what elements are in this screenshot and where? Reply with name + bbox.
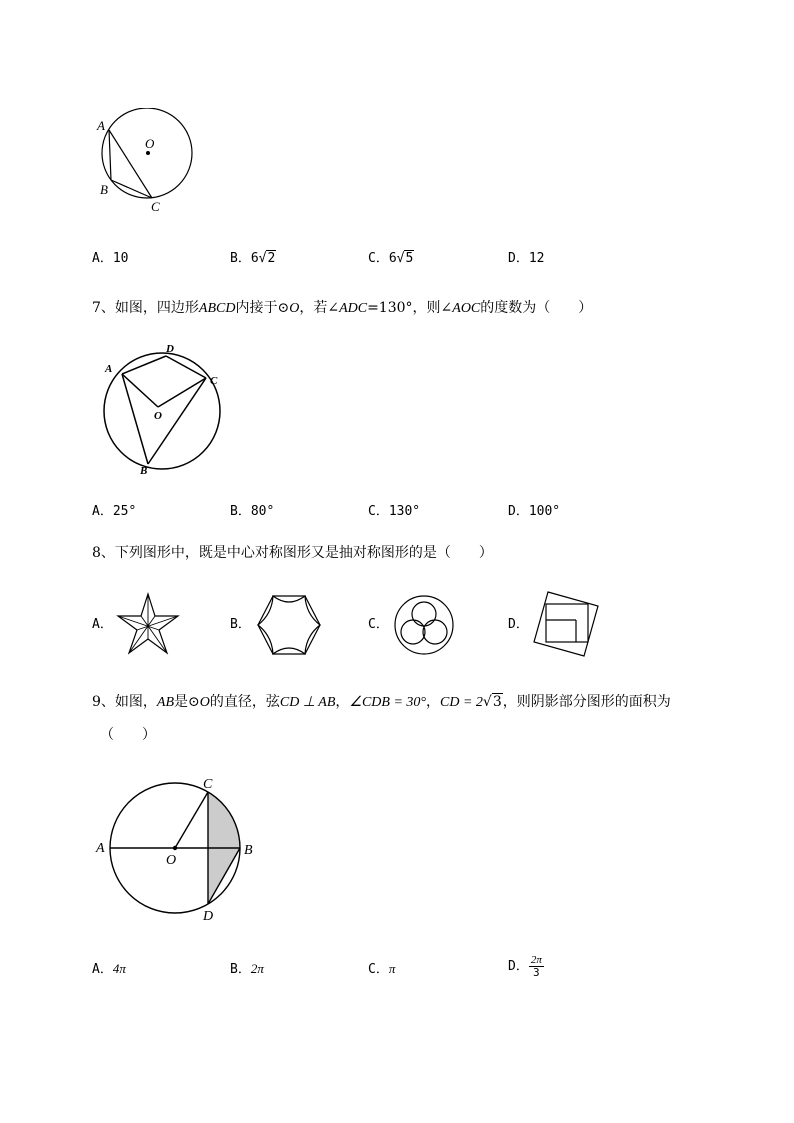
squares-icon — [532, 590, 602, 660]
q9-option-b: B．2π — [230, 961, 264, 977]
q6-option-b: B．6√2 — [230, 251, 276, 266]
q7-label-B: B — [140, 465, 148, 477]
q9-label-C: C — [203, 777, 213, 792]
q9-option-a: A．4π — [92, 961, 126, 977]
q6-label-C: C — [151, 199, 160, 214]
q8-option-d: D． — [508, 617, 529, 632]
q9-figure — [90, 770, 270, 930]
q6-label-O: O — [145, 136, 155, 151]
q9-label-A: A — [96, 841, 105, 856]
q6-figure — [90, 108, 230, 218]
q9-question-text: 9、如图，AB是⊙O的直径，弦CD ⊥ AB，∠CDB = 30°，CD = 2√3，则阴影部分图形的面积为 — [92, 694, 671, 710]
hexagon-icon — [256, 594, 322, 656]
q9-question-line2: （ ） — [100, 727, 156, 743]
q9-label-B: B — [244, 843, 253, 858]
q9-option-d: D． $\frac{2\pi}{3}$ — [508, 954, 542, 979]
q9-option-c: C．π — [368, 961, 396, 977]
q9-label-O: O — [166, 853, 177, 868]
q8-option-b: B． — [230, 617, 251, 632]
q6-option-d: D．12 — [508, 251, 545, 266]
q7-option-b: B．80° — [230, 504, 275, 519]
q7-label-C: C — [210, 375, 218, 387]
q7-label-D: D — [166, 343, 174, 355]
q7-label-O: O — [154, 410, 162, 422]
q7-label-A: A — [105, 363, 113, 375]
q7-figure — [98, 340, 233, 480]
q6-option-a: A．10 — [92, 251, 129, 266]
q7-option-d: D．100° — [508, 504, 561, 519]
q8-question-text: 8、下列图形中，既是中心对称图形又是抽对称图形的是（ ） — [92, 545, 493, 561]
q7-question-text: 7、如图，四边形ABCD内接于⊙O，若∠ADC=130°，则∠AOC的度数为（ ） — [92, 300, 593, 316]
q6-option-c: C．6√5 — [368, 251, 414, 266]
q7-option-a: A．25° — [92, 504, 137, 519]
star-icon — [116, 592, 180, 656]
circles-icon — [393, 594, 455, 656]
q9-label-D: D — [203, 909, 214, 924]
q6-label-A: A — [97, 118, 105, 133]
q8-option-c: C． — [368, 617, 389, 632]
q7-option-c: C．130° — [368, 504, 421, 519]
q8-option-a: A． — [92, 617, 113, 632]
q6-label-B: B — [100, 182, 108, 197]
